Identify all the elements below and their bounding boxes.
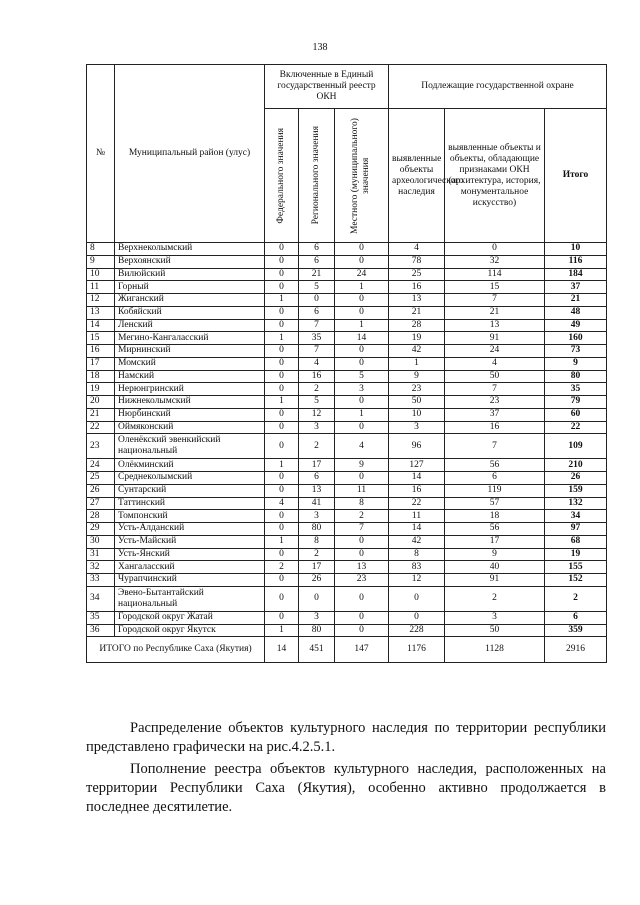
row-total: 19 (545, 548, 607, 561)
table-row (87, 548, 607, 561)
row-regional: 0 (299, 294, 335, 307)
row-archaeological: 50 (389, 396, 445, 409)
row-archaeological: 13 (389, 294, 445, 307)
header-archaeological: выявленные объекты археологического наследия (389, 109, 445, 243)
row-district: Жиганский (115, 294, 265, 307)
row-federal: 0 (265, 421, 299, 434)
row-local: 0 (335, 421, 389, 434)
row-other: 91 (445, 574, 545, 587)
row-federal: 0 (265, 574, 299, 587)
row-regional: 17 (299, 561, 335, 574)
header-federal: Федерального значения (265, 109, 299, 243)
row-number: 8 (87, 243, 115, 256)
row-archaeological: 12 (389, 574, 445, 587)
row-number: 20 (87, 396, 115, 409)
row-total: 155 (545, 561, 607, 574)
row-local: 1 (335, 319, 389, 332)
row-other: 56 (445, 459, 545, 472)
row-other: 91 (445, 332, 545, 345)
row-local: 0 (335, 535, 389, 548)
row-regional: 35 (299, 332, 335, 345)
row-number: 9 (87, 255, 115, 268)
row-total: 184 (545, 268, 607, 281)
row-federal: 0 (265, 484, 299, 497)
row-other: 57 (445, 497, 545, 510)
row-total: 210 (545, 459, 607, 472)
header-district: Муниципальный район (улус) (115, 65, 265, 243)
row-number: 23 (87, 434, 115, 459)
row-local: 0 (335, 294, 389, 307)
row-archaeological: 8 (389, 548, 445, 561)
row-total: 152 (545, 574, 607, 587)
table-row (87, 243, 607, 256)
row-district: Городской округ Якутск (115, 624, 265, 637)
row-total: 35 (545, 383, 607, 396)
row-other: 3 (445, 611, 545, 624)
row-archaeological: 9 (389, 370, 445, 383)
row-archaeological: 83 (389, 561, 445, 574)
row-number: 26 (87, 484, 115, 497)
table-row (87, 586, 607, 611)
row-local: 7 (335, 523, 389, 536)
row-total: 37 (545, 281, 607, 294)
table-row (87, 611, 607, 624)
row-number: 12 (87, 294, 115, 307)
row-total: 97 (545, 523, 607, 536)
table-row (87, 255, 607, 268)
row-number: 16 (87, 345, 115, 358)
row-district: Горный (115, 281, 265, 294)
row-district: Эвено-Бытантайский национальный (115, 586, 265, 611)
row-district: Хангаласский (115, 561, 265, 574)
row-local: 0 (335, 624, 389, 637)
row-total: 2 (545, 586, 607, 611)
row-total: 10 (545, 243, 607, 256)
row-number: 32 (87, 561, 115, 574)
row-total: 109 (545, 434, 607, 459)
row-local: 1 (335, 281, 389, 294)
row-local: 0 (335, 472, 389, 485)
row-local: 24 (335, 268, 389, 281)
row-district: Ленский (115, 319, 265, 332)
row-regional: 2 (299, 548, 335, 561)
table-row (87, 421, 607, 434)
row-district: Сунтарский (115, 484, 265, 497)
table-row (87, 383, 607, 396)
row-federal: 1 (265, 459, 299, 472)
row-archaeological: 16 (389, 484, 445, 497)
table-row (87, 574, 607, 587)
row-federal: 1 (265, 294, 299, 307)
row-federal: 0 (265, 383, 299, 396)
row-number: 30 (87, 535, 115, 548)
row-regional: 6 (299, 255, 335, 268)
row-other: 114 (445, 268, 545, 281)
row-total: 159 (545, 484, 607, 497)
row-local: 14 (335, 332, 389, 345)
row-regional: 6 (299, 472, 335, 485)
row-number: 18 (87, 370, 115, 383)
row-federal: 0 (265, 345, 299, 358)
row-number: 33 (87, 574, 115, 587)
row-district: Вилюйский (115, 268, 265, 281)
row-total: 21 (545, 294, 607, 307)
table-row (87, 510, 607, 523)
row-district: Среднеколымский (115, 472, 265, 485)
row-regional: 26 (299, 574, 335, 587)
row-district: Таттинский (115, 497, 265, 510)
row-district: Усть-Майский (115, 535, 265, 548)
row-local: 2 (335, 510, 389, 523)
header-local: Местного (муниципального) значения (335, 109, 389, 243)
row-local: 5 (335, 370, 389, 383)
total-grand: 2916 (545, 637, 607, 663)
table-row (87, 408, 607, 421)
row-federal: 0 (265, 370, 299, 383)
row-other: 7 (445, 383, 545, 396)
header-regional: Регионального значения (299, 109, 335, 243)
row-district: Усть-Янский (115, 548, 265, 561)
table-row (87, 357, 607, 370)
table-row (87, 434, 607, 459)
row-regional: 3 (299, 421, 335, 434)
row-local: 0 (335, 345, 389, 358)
row-number: 22 (87, 421, 115, 434)
row-archaeological: 127 (389, 459, 445, 472)
page-number: 138 (312, 42, 328, 53)
row-local: 0 (335, 255, 389, 268)
row-local: 0 (335, 396, 389, 409)
row-federal: 0 (265, 510, 299, 523)
row-archaeological: 28 (389, 319, 445, 332)
row-district: Мирнинский (115, 345, 265, 358)
row-archaeological: 0 (389, 611, 445, 624)
row-federal: 0 (265, 243, 299, 256)
row-district: Верхоянский (115, 255, 265, 268)
row-archaeological: 10 (389, 408, 445, 421)
row-federal: 0 (265, 306, 299, 319)
row-other: 4 (445, 357, 545, 370)
row-total: 26 (545, 472, 607, 485)
row-regional: 80 (299, 624, 335, 637)
table-row (87, 294, 607, 307)
paragraph-registry: Пополнение реестра объектов культурного наследия, расположенных на территории Республики Саха (Якутия), особенно активно продолжается в последнее десятилетие. (86, 761, 606, 815)
row-total: 60 (545, 408, 607, 421)
row-district: Намский (115, 370, 265, 383)
row-regional: 3 (299, 611, 335, 624)
row-regional: 13 (299, 484, 335, 497)
row-local: 0 (335, 611, 389, 624)
row-federal: 0 (265, 586, 299, 611)
row-other: 6 (445, 472, 545, 485)
row-regional: 41 (299, 497, 335, 510)
row-federal: 0 (265, 281, 299, 294)
row-number: 15 (87, 332, 115, 345)
row-local: 0 (335, 306, 389, 319)
table-row (87, 624, 607, 637)
row-total: 68 (545, 535, 607, 548)
row-number: 11 (87, 281, 115, 294)
row-total: 80 (545, 370, 607, 383)
row-federal: 0 (265, 523, 299, 536)
row-archaeological: 21 (389, 306, 445, 319)
row-regional: 7 (299, 319, 335, 332)
row-number: 19 (87, 383, 115, 396)
table-row (87, 319, 607, 332)
header-protection-group: Подлежащие государственной охране (389, 65, 607, 109)
row-regional: 7 (299, 345, 335, 358)
row-regional: 5 (299, 396, 335, 409)
row-federal: 1 (265, 396, 299, 409)
row-district: Томпонский (115, 510, 265, 523)
total-label: ИТОГО по Республике Саха (Якутия) (87, 637, 265, 663)
row-number: 14 (87, 319, 115, 332)
row-federal: 0 (265, 408, 299, 421)
row-other: 17 (445, 535, 545, 548)
table-row (87, 535, 607, 548)
table-row (87, 370, 607, 383)
row-district: Нюрбинский (115, 408, 265, 421)
total-archaeological: 1176 (389, 637, 445, 663)
row-federal: 0 (265, 268, 299, 281)
row-archaeological: 22 (389, 497, 445, 510)
table-body (87, 243, 607, 637)
row-archaeological: 23 (389, 383, 445, 396)
row-archaeological: 25 (389, 268, 445, 281)
table-row (87, 497, 607, 510)
row-total: 116 (545, 255, 607, 268)
row-number: 29 (87, 523, 115, 536)
row-number: 28 (87, 510, 115, 523)
total-local: 147 (335, 637, 389, 663)
row-local: 0 (335, 586, 389, 611)
row-number: 35 (87, 611, 115, 624)
row-district: Кобяйский (115, 306, 265, 319)
row-other: 2 (445, 586, 545, 611)
row-district: Олёкминский (115, 459, 265, 472)
table-row (87, 561, 607, 574)
row-regional: 21 (299, 268, 335, 281)
row-archaeological: 1 (389, 357, 445, 370)
table-total-row (87, 637, 607, 663)
row-total: 79 (545, 396, 607, 409)
row-other: 9 (445, 548, 545, 561)
row-local: 3 (335, 383, 389, 396)
row-regional: 3 (299, 510, 335, 523)
row-district: Нижнеколымский (115, 396, 265, 409)
row-archaeological: 16 (389, 281, 445, 294)
row-archaeological: 14 (389, 472, 445, 485)
table-row (87, 345, 607, 358)
row-other: 119 (445, 484, 545, 497)
row-regional: 5 (299, 281, 335, 294)
row-total: 73 (545, 345, 607, 358)
row-local: 0 (335, 548, 389, 561)
row-federal: 1 (265, 535, 299, 548)
row-number: 13 (87, 306, 115, 319)
row-federal: 4 (265, 497, 299, 510)
row-regional: 6 (299, 243, 335, 256)
row-other: 37 (445, 408, 545, 421)
row-federal: 0 (265, 434, 299, 459)
row-number: 21 (87, 408, 115, 421)
row-local: 0 (335, 243, 389, 256)
row-regional: 17 (299, 459, 335, 472)
row-regional: 4 (299, 357, 335, 370)
row-number: 31 (87, 548, 115, 561)
row-other: 56 (445, 523, 545, 536)
table-row (87, 306, 607, 319)
row-archaeological: 42 (389, 535, 445, 548)
row-other: 0 (445, 243, 545, 256)
row-district: Момский (115, 357, 265, 370)
row-number: 10 (87, 268, 115, 281)
row-number: 24 (87, 459, 115, 472)
row-regional: 0 (299, 586, 335, 611)
row-total: 34 (545, 510, 607, 523)
row-local: 4 (335, 434, 389, 459)
row-local: 8 (335, 497, 389, 510)
header-no: № (87, 65, 115, 243)
row-other: 16 (445, 421, 545, 434)
row-other: 50 (445, 624, 545, 637)
row-other: 32 (445, 255, 545, 268)
row-other: 13 (445, 319, 545, 332)
row-federal: 0 (265, 611, 299, 624)
row-archaeological: 14 (389, 523, 445, 536)
row-total: 49 (545, 319, 607, 332)
row-district: Мегино-Кангаласский (115, 332, 265, 345)
row-district: Оленёкский эвенкийский национальный (115, 434, 265, 459)
row-archaeological: 78 (389, 255, 445, 268)
table-row (87, 459, 607, 472)
row-total: 132 (545, 497, 607, 510)
table-row (87, 396, 607, 409)
row-other: 15 (445, 281, 545, 294)
row-district: Чурапчинский (115, 574, 265, 587)
row-local: 9 (335, 459, 389, 472)
row-local: 11 (335, 484, 389, 497)
heritage-objects-table (86, 64, 607, 663)
row-number: 34 (87, 586, 115, 611)
row-federal: 1 (265, 332, 299, 345)
table-row (87, 281, 607, 294)
row-federal: 0 (265, 357, 299, 370)
row-local: 1 (335, 408, 389, 421)
row-other: 18 (445, 510, 545, 523)
row-regional: 16 (299, 370, 335, 383)
row-total: 48 (545, 306, 607, 319)
row-total: 9 (545, 357, 607, 370)
table-row (87, 268, 607, 281)
row-number: 27 (87, 497, 115, 510)
row-total: 6 (545, 611, 607, 624)
header-total: Итого (545, 109, 607, 243)
row-archaeological: 0 (389, 586, 445, 611)
row-district: Оймяконский (115, 421, 265, 434)
row-archaeological: 228 (389, 624, 445, 637)
row-number: 36 (87, 624, 115, 637)
table-row (87, 484, 607, 497)
row-regional: 6 (299, 306, 335, 319)
paragraph-distribution: Распределение объектов культурного наследия по территории республики представлено графически на рис.4.2.5.1. (86, 720, 606, 755)
row-district: Усть-Алданский (115, 523, 265, 536)
row-regional: 2 (299, 383, 335, 396)
row-total: 359 (545, 624, 607, 637)
row-local: 13 (335, 561, 389, 574)
row-local: 0 (335, 357, 389, 370)
total-other: 1128 (445, 637, 545, 663)
row-other: 24 (445, 345, 545, 358)
row-federal: 1 (265, 624, 299, 637)
row-total: 160 (545, 332, 607, 345)
row-federal: 0 (265, 472, 299, 485)
table-row (87, 523, 607, 536)
row-regional: 80 (299, 523, 335, 536)
row-total: 22 (545, 421, 607, 434)
row-number: 17 (87, 357, 115, 370)
row-local: 23 (335, 574, 389, 587)
row-district: Городской округ Жатай (115, 611, 265, 624)
row-federal: 0 (265, 319, 299, 332)
header-other-objects: выявленные объекты и объекты, обладающие признаками ОКН (архитектура, история, монументальное искусство) (445, 109, 545, 243)
row-archaeological: 96 (389, 434, 445, 459)
row-number: 25 (87, 472, 115, 485)
row-federal: 2 (265, 561, 299, 574)
row-archaeological: 11 (389, 510, 445, 523)
row-other: 7 (445, 294, 545, 307)
row-archaeological: 19 (389, 332, 445, 345)
row-regional: 12 (299, 408, 335, 421)
row-regional: 2 (299, 434, 335, 459)
header-registry-group: Включенные в Единый государственный реестр ОКН (265, 65, 389, 109)
row-archaeological: 42 (389, 345, 445, 358)
row-archaeological: 4 (389, 243, 445, 256)
total-regional: 451 (299, 637, 335, 663)
table-row (87, 332, 607, 345)
table-row (87, 472, 607, 485)
row-other: 21 (445, 306, 545, 319)
row-federal: 0 (265, 255, 299, 268)
row-other: 7 (445, 434, 545, 459)
row-other: 40 (445, 561, 545, 574)
row-other: 50 (445, 370, 545, 383)
row-district: Верхнеколымский (115, 243, 265, 256)
row-federal: 0 (265, 548, 299, 561)
row-district: Нерюнгринский (115, 383, 265, 396)
row-archaeological: 3 (389, 421, 445, 434)
row-regional: 8 (299, 535, 335, 548)
row-other: 23 (445, 396, 545, 409)
total-federal: 14 (265, 637, 299, 663)
